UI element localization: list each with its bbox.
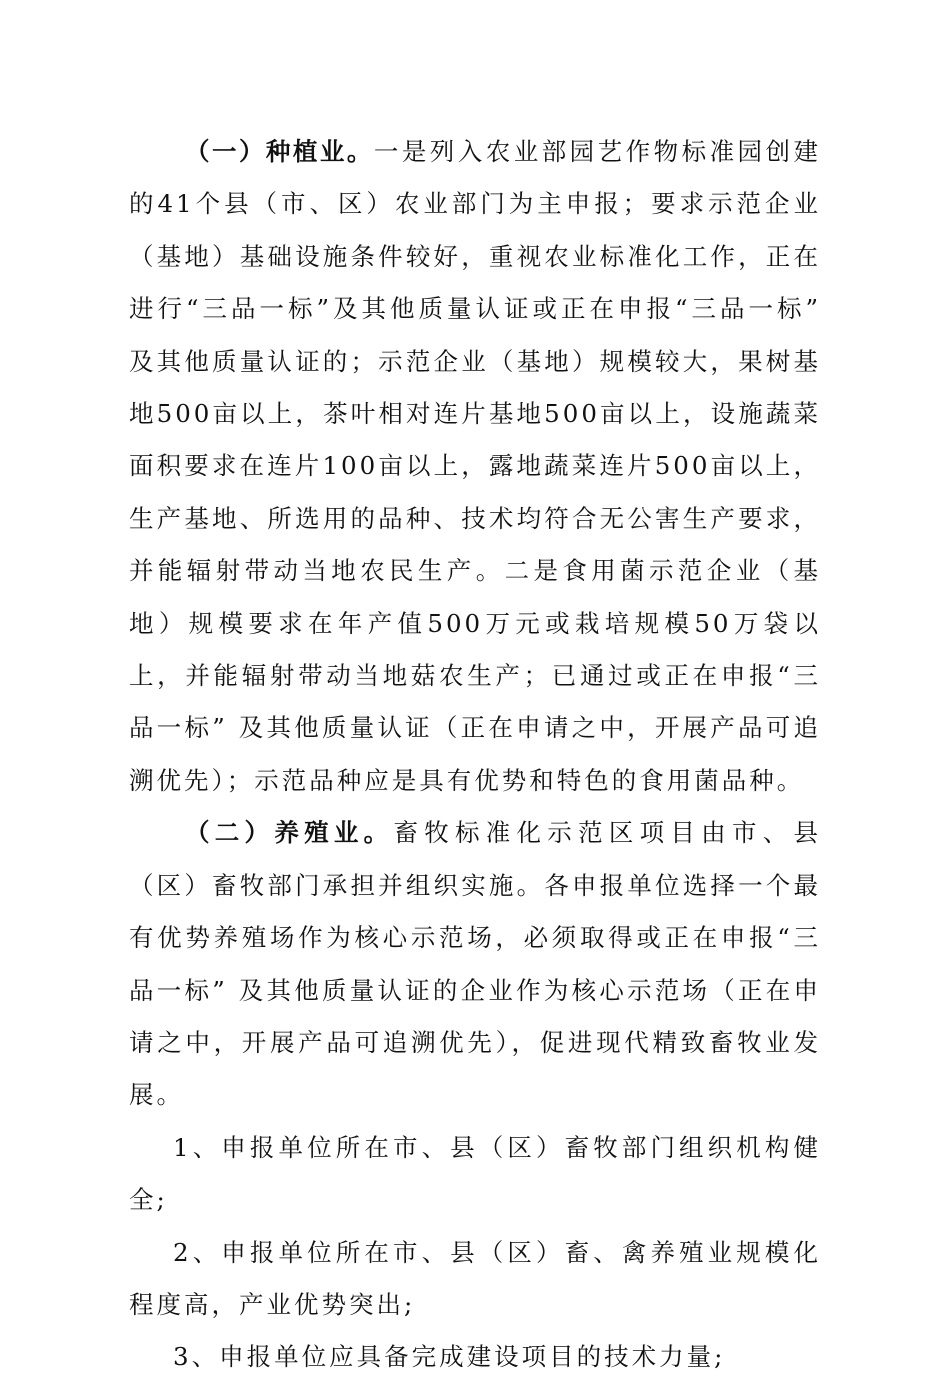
section-breeding-text: 畜牧标准化示范区项目由市、县（区）畜牧部门承担并组织实施。各申报单位选择一个最有优势养殖场作为核心示范场，必须取得或正在申报“三品一标” 及其他质量认证的企业作为核心示范场（正在申请之中，开展产品可追溯优先），促进现代精致畜牧业发展。	[129, 818, 822, 1110]
section-planting-paragraph	[129, 126, 821, 807]
section-breeding-heading: （二）养殖业。	[185, 818, 394, 848]
requirement-item-2: 2、申报单位所在市、县（区）畜、禽养殖业规模化程度高，产业优势突出;	[129, 1237, 821, 1319]
requirement-item-1: 1、申报单位所在市、县（区）畜牧部门组织机构健全;	[129, 1132, 821, 1215]
requirement-item-3: 3、申报单位应具备完成建设项目的技术力量;	[173, 1342, 726, 1372]
section-breeding-paragraph	[129, 807, 821, 1121]
section-planting-heading: （一）种植业。	[185, 137, 374, 166]
document-body	[129, 126, 821, 1384]
section-planting-text: 一是列入农业部园艺作物标准园创建的41个县（市、区）农业部门为主申报；要求示范企业（基地）基础设施条件较好，重视农业标准化工作，正在进行“三品一标”及其他质量认证或正在申报“三品一标” 及其他质量认证的；示范企业（基地）规模较大，果树基地500亩以上，茶叶相对连片基地500亩以上，设施蔬菜面积要求在连片100亩以上，露地蔬菜连片500亩以上，生产基地、所选用的品种、技术均符合无公害生产要求，并能辐射带动当地农民生产。二是食用菌示范企业（基地）规模要求在年产值500万元或栽培规模50万袋以上，并能辐射带动当地菇农生产；已通过或正在申报“三品一标” 及其他质量认证（正在申请之中，开展产品可追溯优先）；示范品种应是具有优势和特色的食用菌品种。	[129, 137, 822, 795]
